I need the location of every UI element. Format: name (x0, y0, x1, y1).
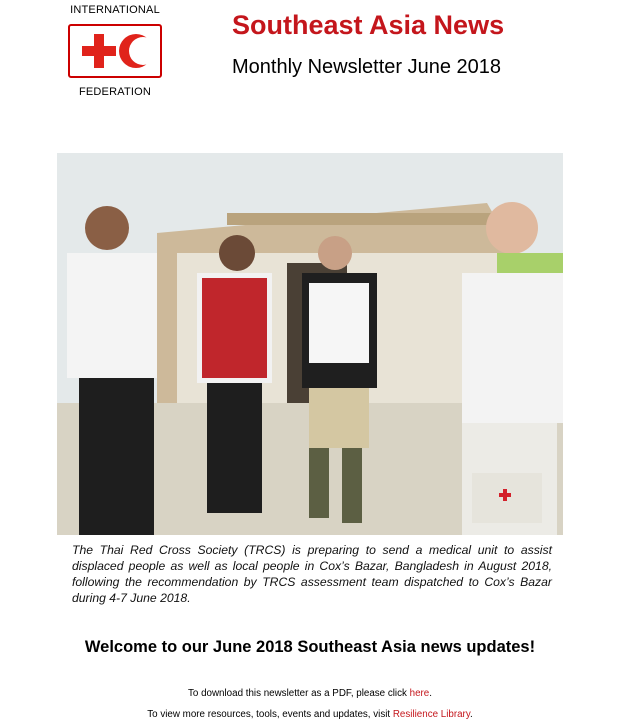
logo-top-text: INTERNATIONAL (70, 4, 160, 16)
pdf-note-prefix: To download this newsletter as a PDF, please click (188, 688, 410, 699)
pdf-download-note (0, 688, 620, 699)
library-note-prefix: To view more resources, tools, events and updates, visit (147, 709, 393, 720)
logo-bottom-text: FEDERATION (78, 86, 152, 98)
welcome-heading: Welcome to our June 2018 Southeast Asia news updates! (84, 638, 536, 656)
pdf-note-suffix: . (429, 688, 432, 699)
page-subtitle: Monthly Newsletter June 2018 (232, 56, 502, 78)
page-title: Southeast Asia News (232, 10, 505, 40)
newsletter-header (0, 0, 620, 110)
ifrc-logo (60, 2, 170, 102)
pdf-download-link[interactable]: here (409, 688, 430, 699)
resilience-library-link[interactable]: Resilience Library (392, 709, 470, 720)
library-note (0, 709, 620, 720)
library-note-suffix: . (470, 709, 473, 720)
red-cross-crescent-icon (68, 24, 162, 78)
photo-caption: The Thai Red Cross Society (TRCS) is preparing to send a medical unit to assist displaced people as well as local people in Cox’s Bazar, Bangladesh in August 2018, following the recommendation by TRCS assessment team dispatched to Cox’s Bazar during 4-7 June 2018. (72, 543, 552, 605)
feature-photo (57, 153, 563, 535)
